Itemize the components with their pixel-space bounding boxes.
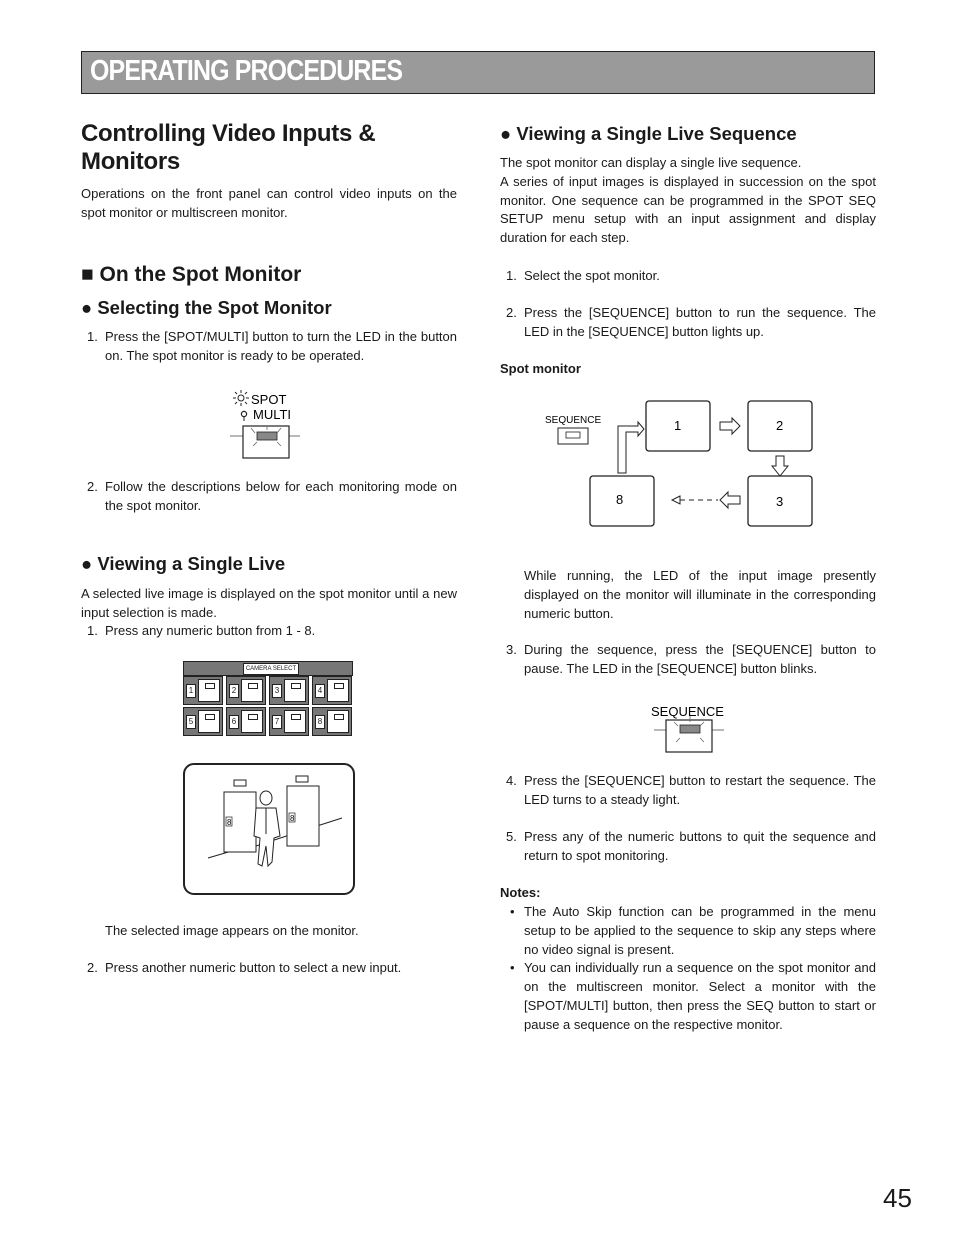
camera-button-number: 4 — [315, 684, 325, 698]
diagram-sequence-label: SEQUENCE — [545, 415, 602, 426]
live-step-1: 1. Press any numeric button from 1 - 8. — [87, 623, 316, 638]
section-title: Controlling Video Inputs & Monitors — [81, 120, 376, 175]
spot-label: SPOT — [251, 392, 287, 407]
camera-button-face — [284, 679, 306, 702]
selecting-heading: ● Selecting the Spot Monitor — [81, 297, 332, 318]
camera-button-led — [248, 714, 258, 720]
sequence-intro: The spot monitor can display a single live sequence. A series of input images is displayed in succession on the spot monitor. One sequence can be programmed in the SPOT SEQ SETUP menu setup with an input assignment and display duration for each step. — [500, 155, 876, 246]
camera-button-5[interactable] — [183, 707, 223, 736]
camera-button-4[interactable] — [312, 676, 352, 705]
camera-button-face — [284, 710, 306, 733]
monitor-illustration — [182, 762, 356, 896]
camera-button-led — [334, 714, 344, 720]
diagram-box-3-label: 3 — [776, 494, 784, 509]
led-sun-icon — [233, 390, 249, 406]
camera-button-led — [334, 683, 344, 689]
camera-button-led — [291, 714, 301, 720]
diagram-box-2-label: 2 — [776, 418, 784, 433]
camera-button-led — [291, 683, 301, 689]
camera-button-grid — [183, 676, 353, 738]
spot-monitor-heading: ■ On the Spot Monitor — [81, 263, 302, 286]
diagram-box-1-label: 1 — [674, 418, 682, 433]
camera-button-8[interactable] — [312, 707, 352, 736]
seq-step-3: 3. During the sequence, press the [SEQUENCE] button to pause. The LED in the [SEQUENCE] button blinks. — [506, 642, 876, 676]
arrow-up-right-icon — [618, 422, 644, 473]
camera-button-number: 1 — [186, 684, 196, 698]
seq-step-5: 5. Press any of the numeric buttons to quit the sequence and return to spot monitoring. — [506, 829, 876, 863]
camera-button-led — [205, 714, 215, 720]
left-column — [81, 120, 457, 223]
selecting-step-1: 1. Press the [SPOT/MULTI] button to turn the LED in the button on. The spot monitor is ready to be operated. — [87, 329, 457, 363]
arrow-left-icon — [720, 492, 740, 508]
note-item: • The Auto Skip function can be programmed in the menu setup to be applied to the sequence to skip any steps where no video signal is present. — [510, 904, 876, 957]
multi-label: MULTI — [253, 407, 292, 422]
selecting-step-2: 2. Follow the descriptions below for each monitoring mode on the spot monitor. — [87, 479, 457, 513]
door-label-right: 8 — [290, 814, 295, 823]
spot-monitor-label: Spot monitor — [500, 361, 581, 376]
selected-image-text: The selected image appears on the monitor. — [105, 923, 359, 938]
notes-list — [500, 903, 876, 1035]
camera-button-face — [198, 679, 220, 702]
page-number: 45 — [883, 1183, 912, 1213]
spot-multi-button-illustration — [225, 386, 305, 464]
camera-select-label: CAMERA SELECT — [243, 663, 299, 675]
arrow-down-icon — [772, 456, 788, 476]
camera-button-led — [205, 683, 215, 689]
camera-button-number: 8 — [315, 715, 325, 729]
led-off-icon — [241, 411, 246, 421]
sequence-heading: ● Viewing a Single Live Sequence — [500, 123, 797, 144]
camera-button-number: 3 — [272, 684, 282, 698]
sequence-diagram — [540, 396, 820, 530]
live-heading: ● Viewing a Single Live — [81, 553, 286, 574]
camera-button-number: 6 — [229, 715, 239, 729]
diagram-box-8-label: 8 — [616, 492, 624, 507]
spot-multi-button — [243, 426, 289, 458]
live-step-2: 2. Press another numeric button to select a new input. — [87, 960, 402, 975]
sequence-button-label: SEQUENCE — [651, 704, 724, 719]
notes-heading: Notes: — [500, 885, 541, 900]
camera-button-number: 7 — [272, 715, 282, 729]
banner-title: OPERATING PROCEDURES — [90, 55, 403, 87]
door-label-left: 8 — [227, 818, 232, 827]
camera-button-number: 2 — [229, 684, 239, 698]
sequence-button-illustration — [648, 702, 730, 760]
camera-button-face — [198, 710, 220, 733]
camera-button-1[interactable] — [183, 676, 223, 705]
camera-button-led — [248, 683, 258, 689]
camera-button-face — [241, 710, 263, 733]
camera-select-panel — [183, 661, 353, 739]
camera-button-face — [241, 679, 263, 702]
running-text: While running, the LED of the input image presently displayed on the monitor will illuminate in the corresponding numeric button. — [524, 568, 876, 621]
camera-button-face — [327, 710, 349, 733]
section-banner — [81, 51, 875, 94]
arrow-dashed-left-icon — [672, 496, 680, 504]
note-item: • You can individually run a sequence on the spot monitor and on the multiscreen monitor. Select a monitor with the [SPOT/MULTI] button, then press the SEQ button to start or pause a sequence on the respective monitor. — [510, 960, 876, 1032]
camera-button-7[interactable] — [269, 707, 309, 736]
live-intro: A selected live image is displayed on the spot monitor until a new input selection is made. — [81, 586, 457, 620]
camera-button-face — [327, 679, 349, 702]
camera-button-6[interactable] — [226, 707, 266, 736]
arrow-right-icon — [720, 418, 740, 434]
camera-button-number: 5 — [186, 715, 196, 729]
seq-step-2: 2. Press the [SEQUENCE] button to run the sequence. The LED in the [SEQUENCE] button lights up. — [506, 305, 876, 339]
intro-paragraph: Operations on the front panel can control video inputs on the spot monitor or multiscreen monitor. — [81, 186, 457, 220]
camera-button-3[interactable] — [269, 676, 309, 705]
seq-step-4: 4. Press the [SEQUENCE] button to restart the sequence. The LED turns to a steady light. — [506, 773, 876, 807]
seq-step-1: 1. Select the spot monitor. — [506, 268, 660, 283]
camera-button-2[interactable] — [226, 676, 266, 705]
